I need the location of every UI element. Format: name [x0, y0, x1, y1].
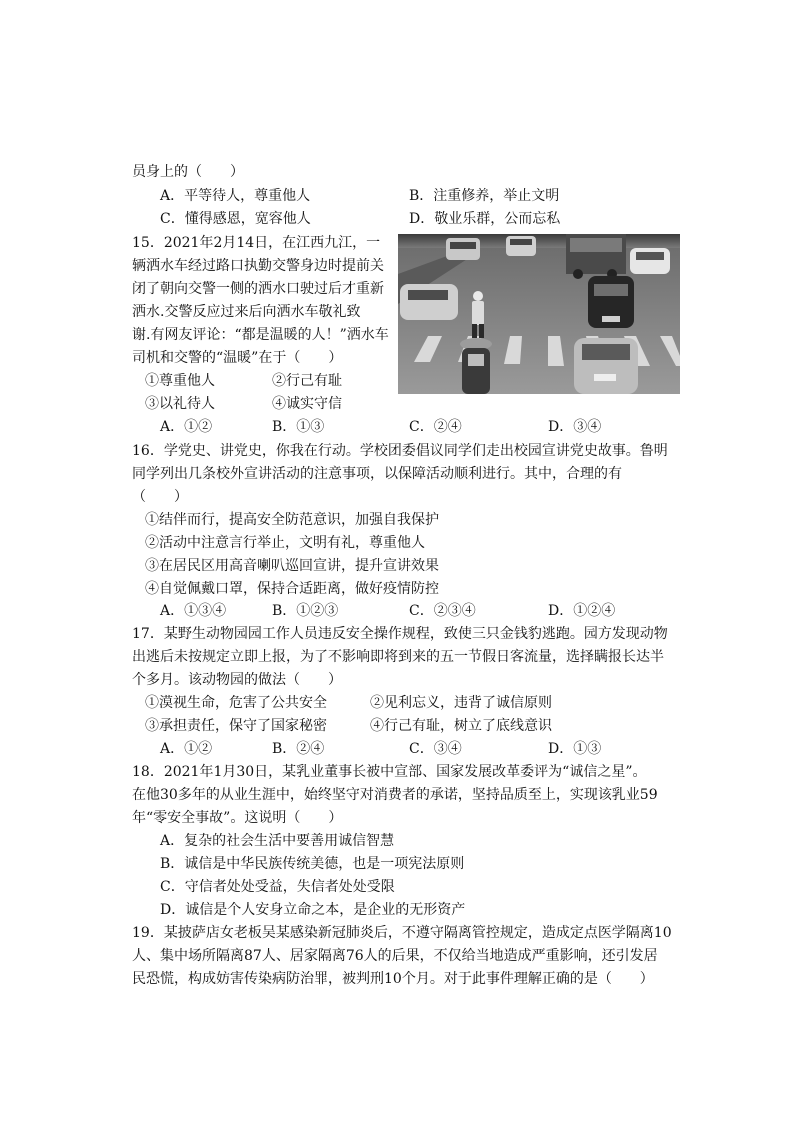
question-18-line-3: 年“零安全事故”。这说明（ ） — [132, 810, 343, 826]
question-15-option-d: D．③④ — [548, 419, 602, 435]
question-14-option-d: D．敬业乐群，公而忘私 — [409, 211, 561, 227]
question-14-option-b: B．注重修养，举止文明 — [409, 188, 560, 204]
question-17-item-1: ①漠视生命，危害了公共安全 — [145, 695, 327, 711]
question-16-item-1: ①结伴而行，提高安全防范意识，加强自我保护 — [145, 512, 439, 528]
question-17-line-3: 个多月。该动物园的做法（ ） — [132, 672, 342, 688]
question-18-option-b: B．诚信是中华民族传统美德，也是一项宪法原则 — [160, 856, 465, 872]
question-15-item-2: ②行己有耻 — [272, 373, 342, 389]
question-15-item-1: ①尊重他人 — [145, 373, 215, 389]
question-15-line-1: 15．2021年2月14日，在江西九江，一 — [132, 235, 381, 251]
question-15-line-5: 谢.有网友评论：“都是温暖的人！”洒水车 — [132, 327, 389, 343]
question-18-line-2: 在他30多年的从业生涯中，始终坚守对消费者的承诺，坚持品质至上，实现该乳业59 — [132, 787, 658, 803]
question-17-option-d: D．①③ — [548, 741, 602, 757]
question-19-line-1: 19．某披萨店女老板吴某感染新冠肺炎后，不遵守隔离管控规定，造成定点医学隔离10 — [132, 925, 672, 941]
question-15-line-2: 辆洒水车经过路口执勤交警身边时提前关 — [132, 258, 384, 274]
question-15-option-c: C．②④ — [409, 419, 462, 435]
question-17-line-2: 出逃后未按规定立即上报，为了不影响即将到来的五一节假日客流量，选择瞒报长达半 — [132, 649, 664, 665]
question-16-line-1: 16．学党史、讲党史，你我在行动。学校团委倡议同学们走出校园宣讲党史故事。鲁明 — [132, 443, 668, 459]
traffic-police-photo — [398, 234, 680, 394]
question-17-option-a: A．①② — [160, 741, 213, 757]
question-15-line-4: 洒水.交警反应过来后向洒水车敬礼致 — [132, 304, 361, 320]
question-16-item-3: ③在居民区用高音喇叭巡回宣讲，提升宣讲效果 — [145, 558, 439, 574]
question-16-option-b: B．①②③ — [272, 603, 339, 619]
question-16-option-a: A．①③④ — [160, 603, 227, 619]
photo-scene-icon — [398, 234, 680, 394]
question-17-option-b: B．②④ — [272, 741, 325, 757]
question-15-option-a: A．①② — [160, 419, 213, 435]
question-19-line-2: 人、集中场所隔离87人、居家隔离76人的后果，不仅给当地造成严重影响，还引发居 — [132, 948, 658, 964]
question-16-line-3: （ ） — [132, 489, 188, 505]
question-15-line-3: 闭了朝向交警一侧的洒水口驶过后才重新 — [132, 281, 384, 297]
question-15-option-b: B．①③ — [272, 419, 325, 435]
question-17-option-c: C．③④ — [409, 741, 462, 757]
question-16-item-2: ②活动中注意言行举止，文明有礼，尊重他人 — [145, 535, 425, 551]
question-15-line-6: 司机和交警的“温暖”在于（ ） — [132, 350, 343, 366]
question-15-item-3: ③以礼待人 — [145, 396, 215, 412]
question-19-line-3: 民恐慌，构成妨害传染病防治罪，被判刑10个月。对于此事件理解正确的是（ ） — [132, 971, 654, 987]
question-16-item-4: ④自觉佩戴口罩，保持合适距离，做好疫情防控 — [145, 581, 439, 597]
question-16-line-2: 同学列出几条校外宣讲活动的注意事项，以保障活动顺利进行。其中，合理的有 — [132, 466, 622, 482]
question-18-option-d: D．诚信是个人安身立命之本，是企业的无形资产 — [160, 902, 466, 918]
question-17-item-3: ③承担责任，保守了国家秘密 — [145, 718, 327, 734]
question-17-item-4: ④行己有耻，树立了底线意识 — [370, 718, 552, 734]
question-14-option-a: A．平等待人，尊重他人 — [160, 188, 311, 204]
question-14-stem-end: 员身上的（ ） — [132, 164, 244, 180]
question-15-item-4: ④诚实守信 — [272, 396, 342, 412]
question-17-line-1: 17．某野生动物园园工作人员违反安全操作规程，致使三只金钱豹逃跑。园方发现动物 — [132, 626, 668, 642]
question-18-option-a: A．复杂的社会生活中要善用诚信智慧 — [160, 833, 395, 849]
question-18-line-1: 18．2021年1月30日，某乳业董事长被中宣部、国家发展改革委评为“诚信之星”。 — [132, 764, 647, 780]
question-17-item-2: ②见利忘义，违背了诚信原则 — [370, 695, 552, 711]
question-14-option-c: C．懂得感恩，宽容他人 — [160, 211, 311, 227]
question-16-option-c: C．②③④ — [409, 603, 476, 619]
question-18-option-c: C．守信者处处受益，失信者处处受限 — [160, 879, 395, 895]
question-16-option-d: D．①②④ — [548, 603, 616, 619]
